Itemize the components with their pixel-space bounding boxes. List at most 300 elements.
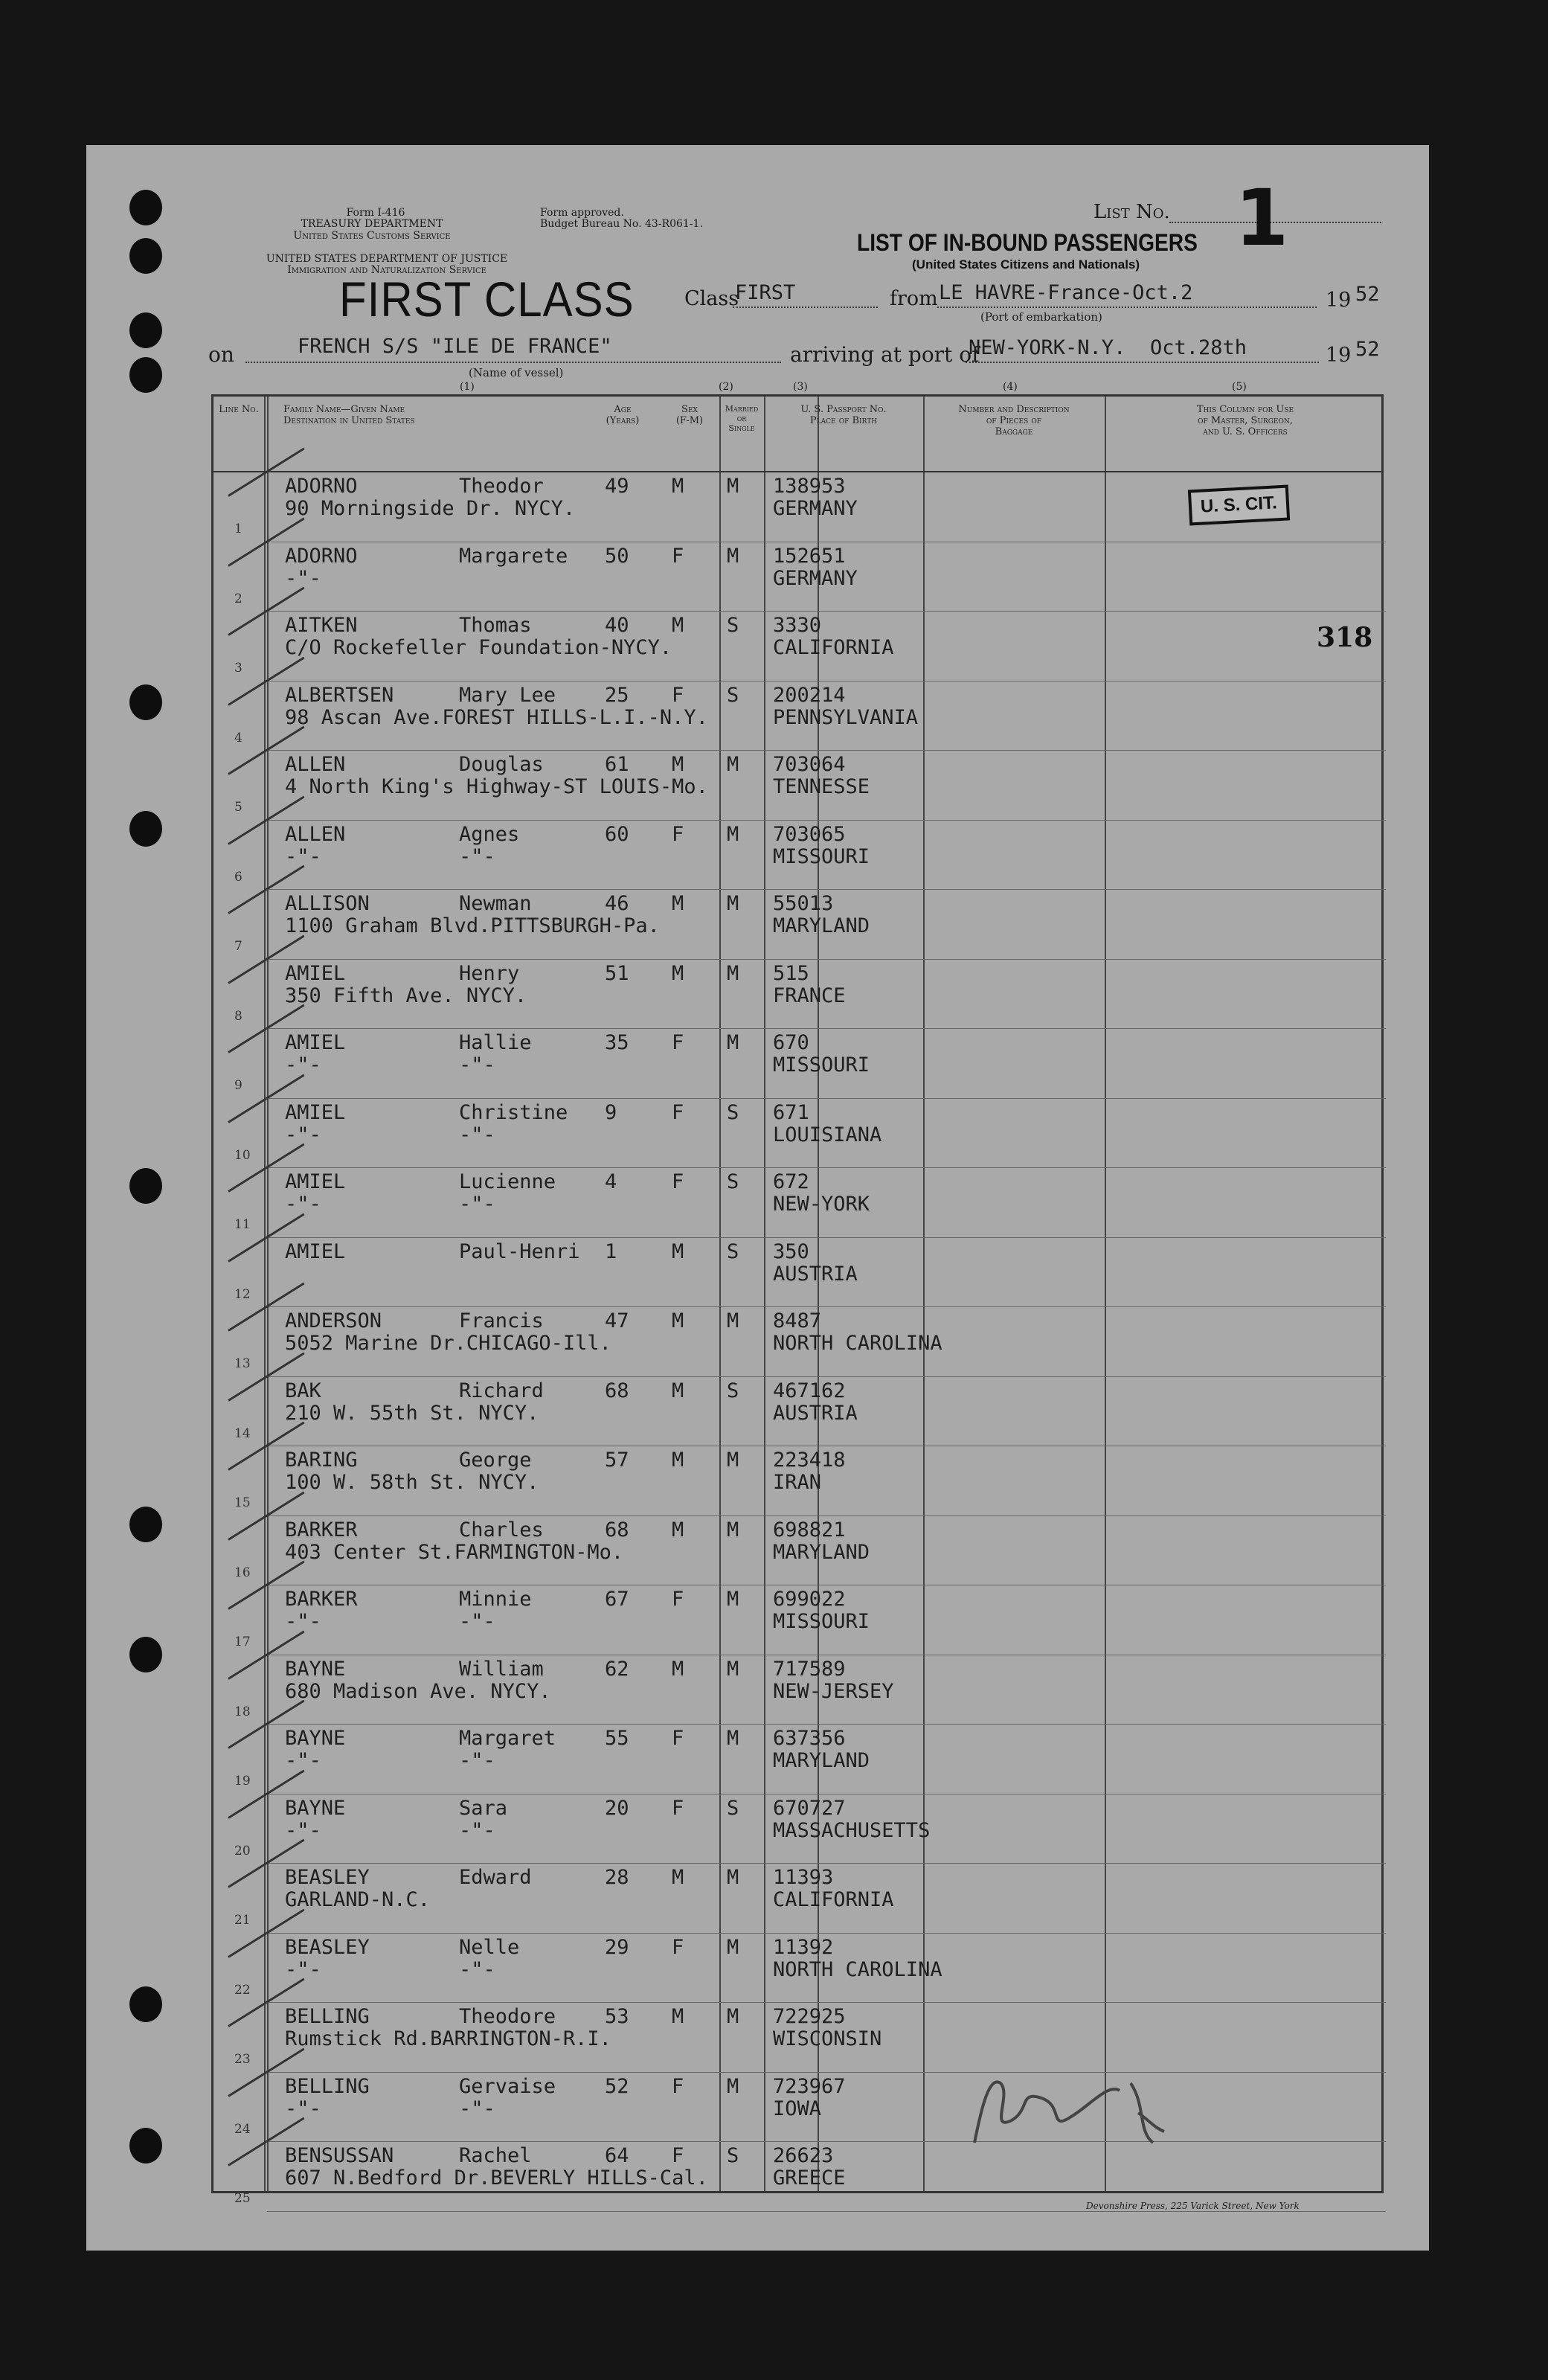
passenger-sex: M xyxy=(672,1449,684,1472)
year-prefix-1: 19 xyxy=(1326,289,1352,312)
passenger-sex: F xyxy=(672,1935,684,1959)
passenger-destination-ditto: -"- xyxy=(459,1749,495,1772)
passenger-marital-status: M xyxy=(727,1309,739,1332)
passenger-marital-status: M xyxy=(727,1449,739,1472)
table-row xyxy=(213,1655,1386,1725)
side-number: 318 xyxy=(1317,622,1373,653)
passenger-age: 28 xyxy=(605,1866,629,1889)
passenger-age: 67 xyxy=(605,1588,629,1611)
passenger-marital-status: M xyxy=(727,753,739,776)
passenger-sex: M xyxy=(672,961,684,985)
passenger-age: 60 xyxy=(605,822,629,846)
embark-caption: (Port of embarkation) xyxy=(980,310,1102,324)
passenger-birthplace: NEW-YORK xyxy=(773,1193,870,1216)
table-row xyxy=(213,1029,1386,1099)
passenger-destination-ditto: -"- xyxy=(459,2097,495,2120)
passenger-destination: 680 Madison Ave. NYCY. xyxy=(285,1679,551,1703)
col-num-2: (2) xyxy=(719,381,733,393)
passenger-marital-status: S xyxy=(727,1379,739,1402)
passenger-family-name: AITKEN xyxy=(285,614,358,637)
passenger-passport-no: 515 xyxy=(773,961,809,985)
passenger-family-name: BELLING xyxy=(285,2074,370,2098)
passenger-given-name: Newman xyxy=(459,892,532,915)
passenger-marital-status: M xyxy=(727,1866,739,1889)
first-class-stamp: FIRST CLASS xyxy=(339,272,635,327)
passenger-given-name: Douglas xyxy=(459,753,544,776)
passenger-marital-status: S xyxy=(727,1170,739,1193)
table-row xyxy=(213,2073,1386,2143)
row-line-number: 13 xyxy=(234,1356,251,1371)
passenger-marital-status: M xyxy=(727,544,739,568)
budget-bureau: Budget Bureau No. 43-R061-1. xyxy=(540,218,703,230)
passenger-birthplace: PENNSYLVANIA xyxy=(773,705,919,729)
table-row xyxy=(213,1099,1386,1169)
passenger-given-name: Rachel xyxy=(459,2144,532,2167)
punch-hole xyxy=(129,1637,162,1672)
passenger-destination: 1100 Graham Blvd.PITTSBURGH-Pa. xyxy=(285,914,660,937)
passenger-marital-status: M xyxy=(727,892,739,915)
passenger-age: 64 xyxy=(605,2144,629,2167)
passenger-given-name: Richard xyxy=(459,1379,544,1402)
table-row xyxy=(213,612,1386,681)
passenger-age: 68 xyxy=(605,1379,629,1402)
passenger-sex: M xyxy=(672,1518,684,1542)
passenger-destination: 350 Fifth Ave. NYCY. xyxy=(285,984,527,1007)
passenger-marital-status: M xyxy=(727,1935,739,1959)
form-subtitle: (United States Citizens and Nationals) xyxy=(912,257,1140,272)
vessel-name: FRENCH S/S "ILE DE FRANCE" xyxy=(298,335,612,358)
passenger-age: 47 xyxy=(605,1309,629,1332)
row-line-number: 22 xyxy=(234,1982,251,1998)
passenger-family-name: ADORNO xyxy=(285,544,358,568)
passenger-destination: 403 Center St.FARMINGTON-Mo. xyxy=(285,1540,624,1564)
passenger-destination: 607 N.Bedford Dr.BEVERLY HILLS-Cal. xyxy=(285,2166,708,2190)
row-line-number: 12 xyxy=(234,1286,251,1302)
passenger-sex: M xyxy=(672,1379,684,1402)
arrival-line xyxy=(966,362,1319,363)
passenger-passport-no: 703065 xyxy=(773,822,846,846)
on-label: on xyxy=(208,342,234,367)
punch-hole xyxy=(129,811,162,847)
punch-hole xyxy=(129,684,162,720)
row-line-number: 24 xyxy=(234,2121,251,2137)
punch-hole xyxy=(129,1986,162,2022)
table-row xyxy=(213,821,1386,891)
passenger-birthplace: FRANCE xyxy=(773,984,846,1007)
passenger-given-name: Theodore xyxy=(459,2005,556,2028)
row-line-number: 10 xyxy=(234,1147,251,1163)
passenger-birthplace: NORTH CAROLINA xyxy=(773,1332,942,1355)
table-row xyxy=(213,1238,1386,1308)
passenger-given-name: William xyxy=(459,1657,544,1681)
table-row xyxy=(213,1934,1386,2004)
passenger-passport-no: 637356 xyxy=(773,1727,846,1750)
arrival-port: NEW-YORK-N.Y. xyxy=(969,336,1126,359)
passenger-birthplace: MASSACHUSETTS xyxy=(773,1818,931,1842)
vessel-line xyxy=(245,362,781,363)
header-married: Married or Single xyxy=(725,404,759,433)
table-row xyxy=(213,1794,1386,1864)
col-num-4: (4) xyxy=(1003,381,1018,393)
passenger-age: 61 xyxy=(605,753,629,776)
passenger-age: 9 xyxy=(605,1100,617,1124)
table-row xyxy=(213,960,1386,1030)
passenger-age: 40 xyxy=(605,614,629,637)
passenger-sex: F xyxy=(672,1170,684,1193)
passenger-given-name: Christine xyxy=(459,1100,568,1124)
passenger-sex: F xyxy=(672,683,684,707)
passenger-family-name: BAYNE xyxy=(285,1727,346,1750)
header-age: Age (Years) xyxy=(606,404,640,426)
passenger-birthplace: MISSOURI xyxy=(773,1610,870,1633)
punch-hole xyxy=(129,190,162,225)
passenger-passport-no: 703064 xyxy=(773,753,846,776)
passenger-birthplace: IOWA xyxy=(773,2097,822,2120)
punch-hole xyxy=(129,312,162,348)
passenger-sex: F xyxy=(672,1100,684,1124)
header-officers: This Column for Use of Master, Surgeon, and U. S. Officers xyxy=(1196,404,1294,437)
immigration-service: Immigration and Naturalization Service xyxy=(287,264,486,276)
passenger-given-name: Sara xyxy=(459,1796,508,1820)
passenger-destination: 90 Morningside Dr. NYCY. xyxy=(285,497,576,520)
treasury-dept: TREASURY DEPARTMENT xyxy=(301,218,443,230)
passenger-birthplace: GERMANY xyxy=(773,497,858,520)
row-line-number: 17 xyxy=(234,1635,251,1649)
officer-signature xyxy=(960,2061,1183,2158)
header-passport: U. S. Passport No. Place of Birth xyxy=(800,404,887,426)
passenger-destination: -"- xyxy=(285,1957,321,1981)
header-baggage: Number and Description of Pieces of Baggage xyxy=(958,404,1070,437)
row-line-number: 6 xyxy=(234,869,243,885)
passenger-given-name: Hallie xyxy=(459,1031,532,1054)
table-row xyxy=(213,2003,1386,2073)
passenger-family-name: AMIEL xyxy=(285,1239,346,1263)
list-number: 1 xyxy=(1235,173,1289,263)
passenger-sex: F xyxy=(672,1588,684,1611)
col-num-1: (1) xyxy=(460,381,475,393)
header-line-no: Line No. xyxy=(219,404,259,415)
passenger-destination: -"- xyxy=(285,1053,321,1077)
passenger-marital-status: M xyxy=(727,822,739,846)
row-line-number: 2 xyxy=(234,591,243,606)
passenger-passport-no: 11392 xyxy=(773,1935,834,1959)
row-line-number: 25 xyxy=(234,2191,251,2206)
passenger-family-name: BAYNE xyxy=(285,1796,346,1820)
passenger-given-name: Edward xyxy=(459,1866,532,1889)
row-line-number: 8 xyxy=(234,1008,243,1024)
passenger-given-name: Theodor xyxy=(459,475,544,498)
passenger-destination-ditto: -"- xyxy=(459,1957,495,1981)
passenger-destination-ditto: -"- xyxy=(459,1053,495,1077)
passenger-given-name: Nelle xyxy=(459,1935,520,1959)
passenger-marital-status: M xyxy=(727,961,739,985)
passenger-marital-status: M xyxy=(727,1727,739,1750)
passenger-destination: -"- xyxy=(285,1123,321,1146)
passenger-sex: M xyxy=(672,1657,684,1681)
passenger-destination-ditto: -"- xyxy=(459,1123,495,1146)
passenger-destination: 210 W. 55th St. NYCY. xyxy=(285,1401,539,1425)
row-line-number: 15 xyxy=(234,1495,251,1510)
passenger-sex: M xyxy=(672,475,684,498)
table-row xyxy=(213,1307,1386,1377)
passenger-family-name: ALLEN xyxy=(285,753,346,776)
row-line-number: 11 xyxy=(234,1217,251,1232)
year-prefix-2: 19 xyxy=(1326,344,1352,367)
passenger-marital-status: S xyxy=(727,1796,739,1820)
col-num-5: (5) xyxy=(1232,381,1247,393)
passenger-destination: 4 North King's Highway-ST LOUIS-Mo. xyxy=(285,775,708,798)
passenger-age: 52 xyxy=(605,2074,629,2098)
punch-hole xyxy=(129,357,162,393)
passenger-marital-status: S xyxy=(727,683,739,707)
passenger-marital-status: M xyxy=(727,2074,739,2098)
table-row xyxy=(213,681,1386,751)
passenger-destination: GARLAND-N.C. xyxy=(285,1888,431,1911)
passenger-destination-ditto: -"- xyxy=(459,1610,495,1633)
us-citizen-stamp: U. S. CIT. xyxy=(1188,485,1290,526)
passenger-passport-no: 55013 xyxy=(773,892,834,915)
punch-hole xyxy=(129,1168,162,1204)
passenger-marital-status: M xyxy=(727,475,739,498)
passenger-passport-no: 722925 xyxy=(773,2005,846,2028)
passenger-passport-no: 138953 xyxy=(773,475,846,498)
row-line-number: 18 xyxy=(234,1704,251,1719)
passenger-marital-status: S xyxy=(727,1239,739,1263)
passenger-family-name: ADORNO xyxy=(285,475,358,498)
passenger-sex: F xyxy=(672,1031,684,1054)
passenger-sex: M xyxy=(672,1239,684,1263)
passenger-given-name: Gervaise xyxy=(459,2074,556,2098)
passenger-marital-status: S xyxy=(727,614,739,637)
header-sex: Sex (F-M) xyxy=(675,404,704,426)
passenger-family-name: BENSUSSAN xyxy=(285,2144,394,2167)
passenger-passport-no: 671 xyxy=(773,1100,809,1124)
passenger-destination: 98 Ascan Ave.FOREST HILLS-L.I.-N.Y. xyxy=(285,705,708,729)
passenger-passport-no: 3330 xyxy=(773,614,822,637)
passenger-age: 4 xyxy=(605,1170,617,1193)
passenger-marital-status: M xyxy=(727,2005,739,2028)
passenger-sex: M xyxy=(672,1309,684,1332)
form-title: LIST OF IN-BOUND PASSENGERS xyxy=(857,229,1198,256)
from-label: from xyxy=(890,287,938,310)
passenger-age: 25 xyxy=(605,683,629,707)
passenger-destination-ditto: -"- xyxy=(459,844,495,868)
passenger-age: 35 xyxy=(605,1031,629,1054)
passenger-family-name: BARKER xyxy=(285,1588,358,1611)
passenger-given-name: Margarete xyxy=(459,544,568,568)
table-row xyxy=(213,1864,1386,1934)
passenger-family-name: ALLEN xyxy=(285,822,346,846)
passenger-birthplace: MARYLAND xyxy=(773,914,870,937)
passenger-sex: M xyxy=(672,753,684,776)
passenger-family-name: BEASLEY xyxy=(285,1935,370,1959)
passenger-given-name: Thomas xyxy=(459,614,532,637)
from-line xyxy=(937,307,1317,308)
passenger-family-name: AMIEL xyxy=(285,1031,346,1054)
row-line-number: 4 xyxy=(234,730,243,745)
passenger-age: 57 xyxy=(605,1449,629,1472)
col-num-3: (3) xyxy=(793,381,808,393)
passenger-family-name: AMIEL xyxy=(285,961,346,985)
class-label: Class xyxy=(684,287,739,310)
passenger-birthplace: IRAN xyxy=(773,1471,822,1494)
passenger-destination: -"- xyxy=(285,1818,321,1842)
passenger-given-name: Minnie xyxy=(459,1588,532,1611)
arriving-label: arriving at port of xyxy=(790,342,980,367)
passenger-age: 20 xyxy=(605,1796,629,1820)
passenger-marital-status: M xyxy=(727,1588,739,1611)
passenger-sex: M xyxy=(672,614,684,637)
passenger-birthplace: GERMANY xyxy=(773,566,858,590)
class-line xyxy=(733,307,878,308)
passenger-marital-status: S xyxy=(727,1100,739,1124)
row-line-number: 14 xyxy=(234,1425,251,1441)
passenger-passport-no: 26623 xyxy=(773,2144,834,2167)
passenger-family-name: ALBERTSEN xyxy=(285,683,394,707)
passenger-birthplace: NEW-JERSEY xyxy=(773,1679,894,1703)
passenger-family-name: BAK xyxy=(285,1379,321,1402)
punch-hole xyxy=(129,2128,162,2164)
passenger-birthplace: MARYLAND xyxy=(773,1749,870,1772)
row-line-number: 3 xyxy=(234,661,243,676)
passenger-age: 55 xyxy=(605,1727,629,1750)
passenger-passport-no: 670 xyxy=(773,1031,809,1054)
passenger-family-name: AMIEL xyxy=(285,1170,346,1193)
class-value: FIRST xyxy=(735,281,796,304)
row-line-number: 1 xyxy=(234,522,243,536)
passenger-passport-no: 672 xyxy=(773,1170,809,1193)
passenger-passport-no: 467162 xyxy=(773,1379,846,1402)
row-line-number: 5 xyxy=(234,800,243,815)
passenger-birthplace: CALIFORNIA xyxy=(773,1888,894,1911)
passenger-passport-no: 717589 xyxy=(773,1657,846,1681)
passenger-age: 1 xyxy=(605,1239,617,1263)
passenger-passport-no: 698821 xyxy=(773,1518,846,1542)
passenger-given-name: Paul-Henri xyxy=(459,1239,580,1263)
passenger-given-name: Agnes xyxy=(459,822,520,846)
passenger-sex: F xyxy=(672,2144,684,2167)
passenger-age: 53 xyxy=(605,2005,629,2028)
row-line-number: 16 xyxy=(234,1565,251,1580)
passenger-sex: M xyxy=(672,892,684,915)
passenger-age: 29 xyxy=(605,1935,629,1959)
passenger-family-name: BELLING xyxy=(285,2005,370,2028)
passenger-sex: F xyxy=(672,1727,684,1750)
passenger-given-name: Francis xyxy=(459,1309,544,1332)
passenger-passport-no: 670727 xyxy=(773,1796,846,1820)
passenger-sex: F xyxy=(672,544,684,568)
table-row xyxy=(213,890,1386,960)
passenger-age: 49 xyxy=(605,475,629,498)
passenger-destination: 5052 Marine Dr.CHICAGO-Ill. xyxy=(285,1332,611,1355)
row-line-number: 7 xyxy=(234,939,243,954)
punch-hole xyxy=(129,238,162,274)
table-row xyxy=(213,542,1386,612)
passenger-age: 51 xyxy=(605,961,629,985)
punch-hole xyxy=(129,1507,162,1542)
passenger-family-name: BAYNE xyxy=(285,1657,346,1681)
passenger-marital-status: M xyxy=(727,1657,739,1681)
passenger-given-name: Henry xyxy=(459,961,520,985)
passenger-destination: -"- xyxy=(285,844,321,868)
passenger-sex: F xyxy=(672,2074,684,2098)
row-line-number: 19 xyxy=(234,1774,251,1789)
passenger-sex: F xyxy=(672,1796,684,1820)
passenger-birthplace: CALIFORNIA xyxy=(773,636,894,659)
passenger-birthplace: AUSTRIA xyxy=(773,1262,858,1286)
passenger-family-name: BEASLEY xyxy=(285,1866,370,1889)
passenger-sex: M xyxy=(672,1866,684,1889)
passenger-destination: -"- xyxy=(285,2097,321,2120)
passenger-birthplace: WISCONSIN xyxy=(773,2027,882,2050)
table-row xyxy=(213,1168,1386,1238)
passenger-birthplace: TENNESSE xyxy=(773,775,870,798)
passenger-passport-no: 223418 xyxy=(773,1449,846,1472)
passenger-sex: M xyxy=(672,2005,684,2028)
list-no-label: List No. xyxy=(1093,201,1170,223)
passenger-age: 46 xyxy=(605,892,629,915)
passenger-marital-status: S xyxy=(727,2144,739,2167)
table-row xyxy=(213,1446,1386,1516)
passenger-passport-no: 350 xyxy=(773,1239,809,1263)
passenger-family-name: AMIEL xyxy=(285,1100,346,1124)
row-line-number: 21 xyxy=(234,1913,251,1928)
row-line-number: 23 xyxy=(234,2052,251,2067)
form-approved: Form approved. xyxy=(540,207,624,219)
passenger-birthplace: LOUISIANA xyxy=(773,1123,882,1146)
passenger-family-name: ANDERSON xyxy=(285,1309,382,1332)
printer-footer: Devonshire Press, 225 Varick Street, New York xyxy=(1086,2201,1300,2211)
row-line-number: 20 xyxy=(234,1843,251,1858)
passenger-destination: -"- xyxy=(285,566,321,590)
passenger-destination: C/O Rockefeller Foundation-NYCY. xyxy=(285,636,672,659)
embarkation-port: LE HAVRE-France-Oct.2 xyxy=(939,281,1193,304)
passenger-sex: F xyxy=(672,822,684,846)
passenger-birthplace: NORTH CAROLINA xyxy=(773,1957,942,1981)
row-line-number: 9 xyxy=(234,1078,243,1093)
passenger-passport-no: 200214 xyxy=(773,683,846,707)
passenger-destination: -"- xyxy=(285,1749,321,1772)
passenger-destination: -"- xyxy=(285,1610,321,1633)
passenger-given-name: Margaret xyxy=(459,1727,556,1750)
passenger-destination: Rumstick Rd.BARRINGTON-R.I. xyxy=(285,2027,611,2050)
passenger-passport-no: 11393 xyxy=(773,1866,834,1889)
passenger-birthplace: MARYLAND xyxy=(773,1540,870,1564)
passenger-passport-no: 152651 xyxy=(773,544,846,568)
table-row xyxy=(213,1516,1386,1586)
passenger-destination: 100 W. 58th St. NYCY. xyxy=(285,1471,539,1494)
passenger-given-name: Lucienne xyxy=(459,1170,556,1193)
passenger-destination: -"- xyxy=(285,1193,321,1216)
passenger-passport-no: 723967 xyxy=(773,2074,846,2098)
arrival-date: Oct.28th xyxy=(1150,336,1247,359)
passenger-birthplace: MISSOURI xyxy=(773,1053,870,1077)
passenger-destination-ditto: -"- xyxy=(459,1818,495,1842)
vessel-caption: (Name of vessel) xyxy=(469,366,564,379)
customs-service: United States Customs Service xyxy=(293,230,451,242)
passenger-passport-no: 8487 xyxy=(773,1309,822,1332)
year-digits-2: 52 xyxy=(1355,338,1380,361)
table-row xyxy=(213,1725,1386,1794)
passenger-birthplace: AUSTRIA xyxy=(773,1401,858,1425)
year-digits-1: 52 xyxy=(1355,283,1380,306)
passenger-family-name: BARING xyxy=(285,1449,358,1472)
passenger-age: 62 xyxy=(605,1657,629,1681)
header-name: Family Name—Given Name Destination in United States xyxy=(283,404,415,426)
passenger-marital-status: M xyxy=(727,1518,739,1542)
passenger-family-name: ALLISON xyxy=(285,892,370,915)
passenger-given-name: Charles xyxy=(459,1518,544,1542)
